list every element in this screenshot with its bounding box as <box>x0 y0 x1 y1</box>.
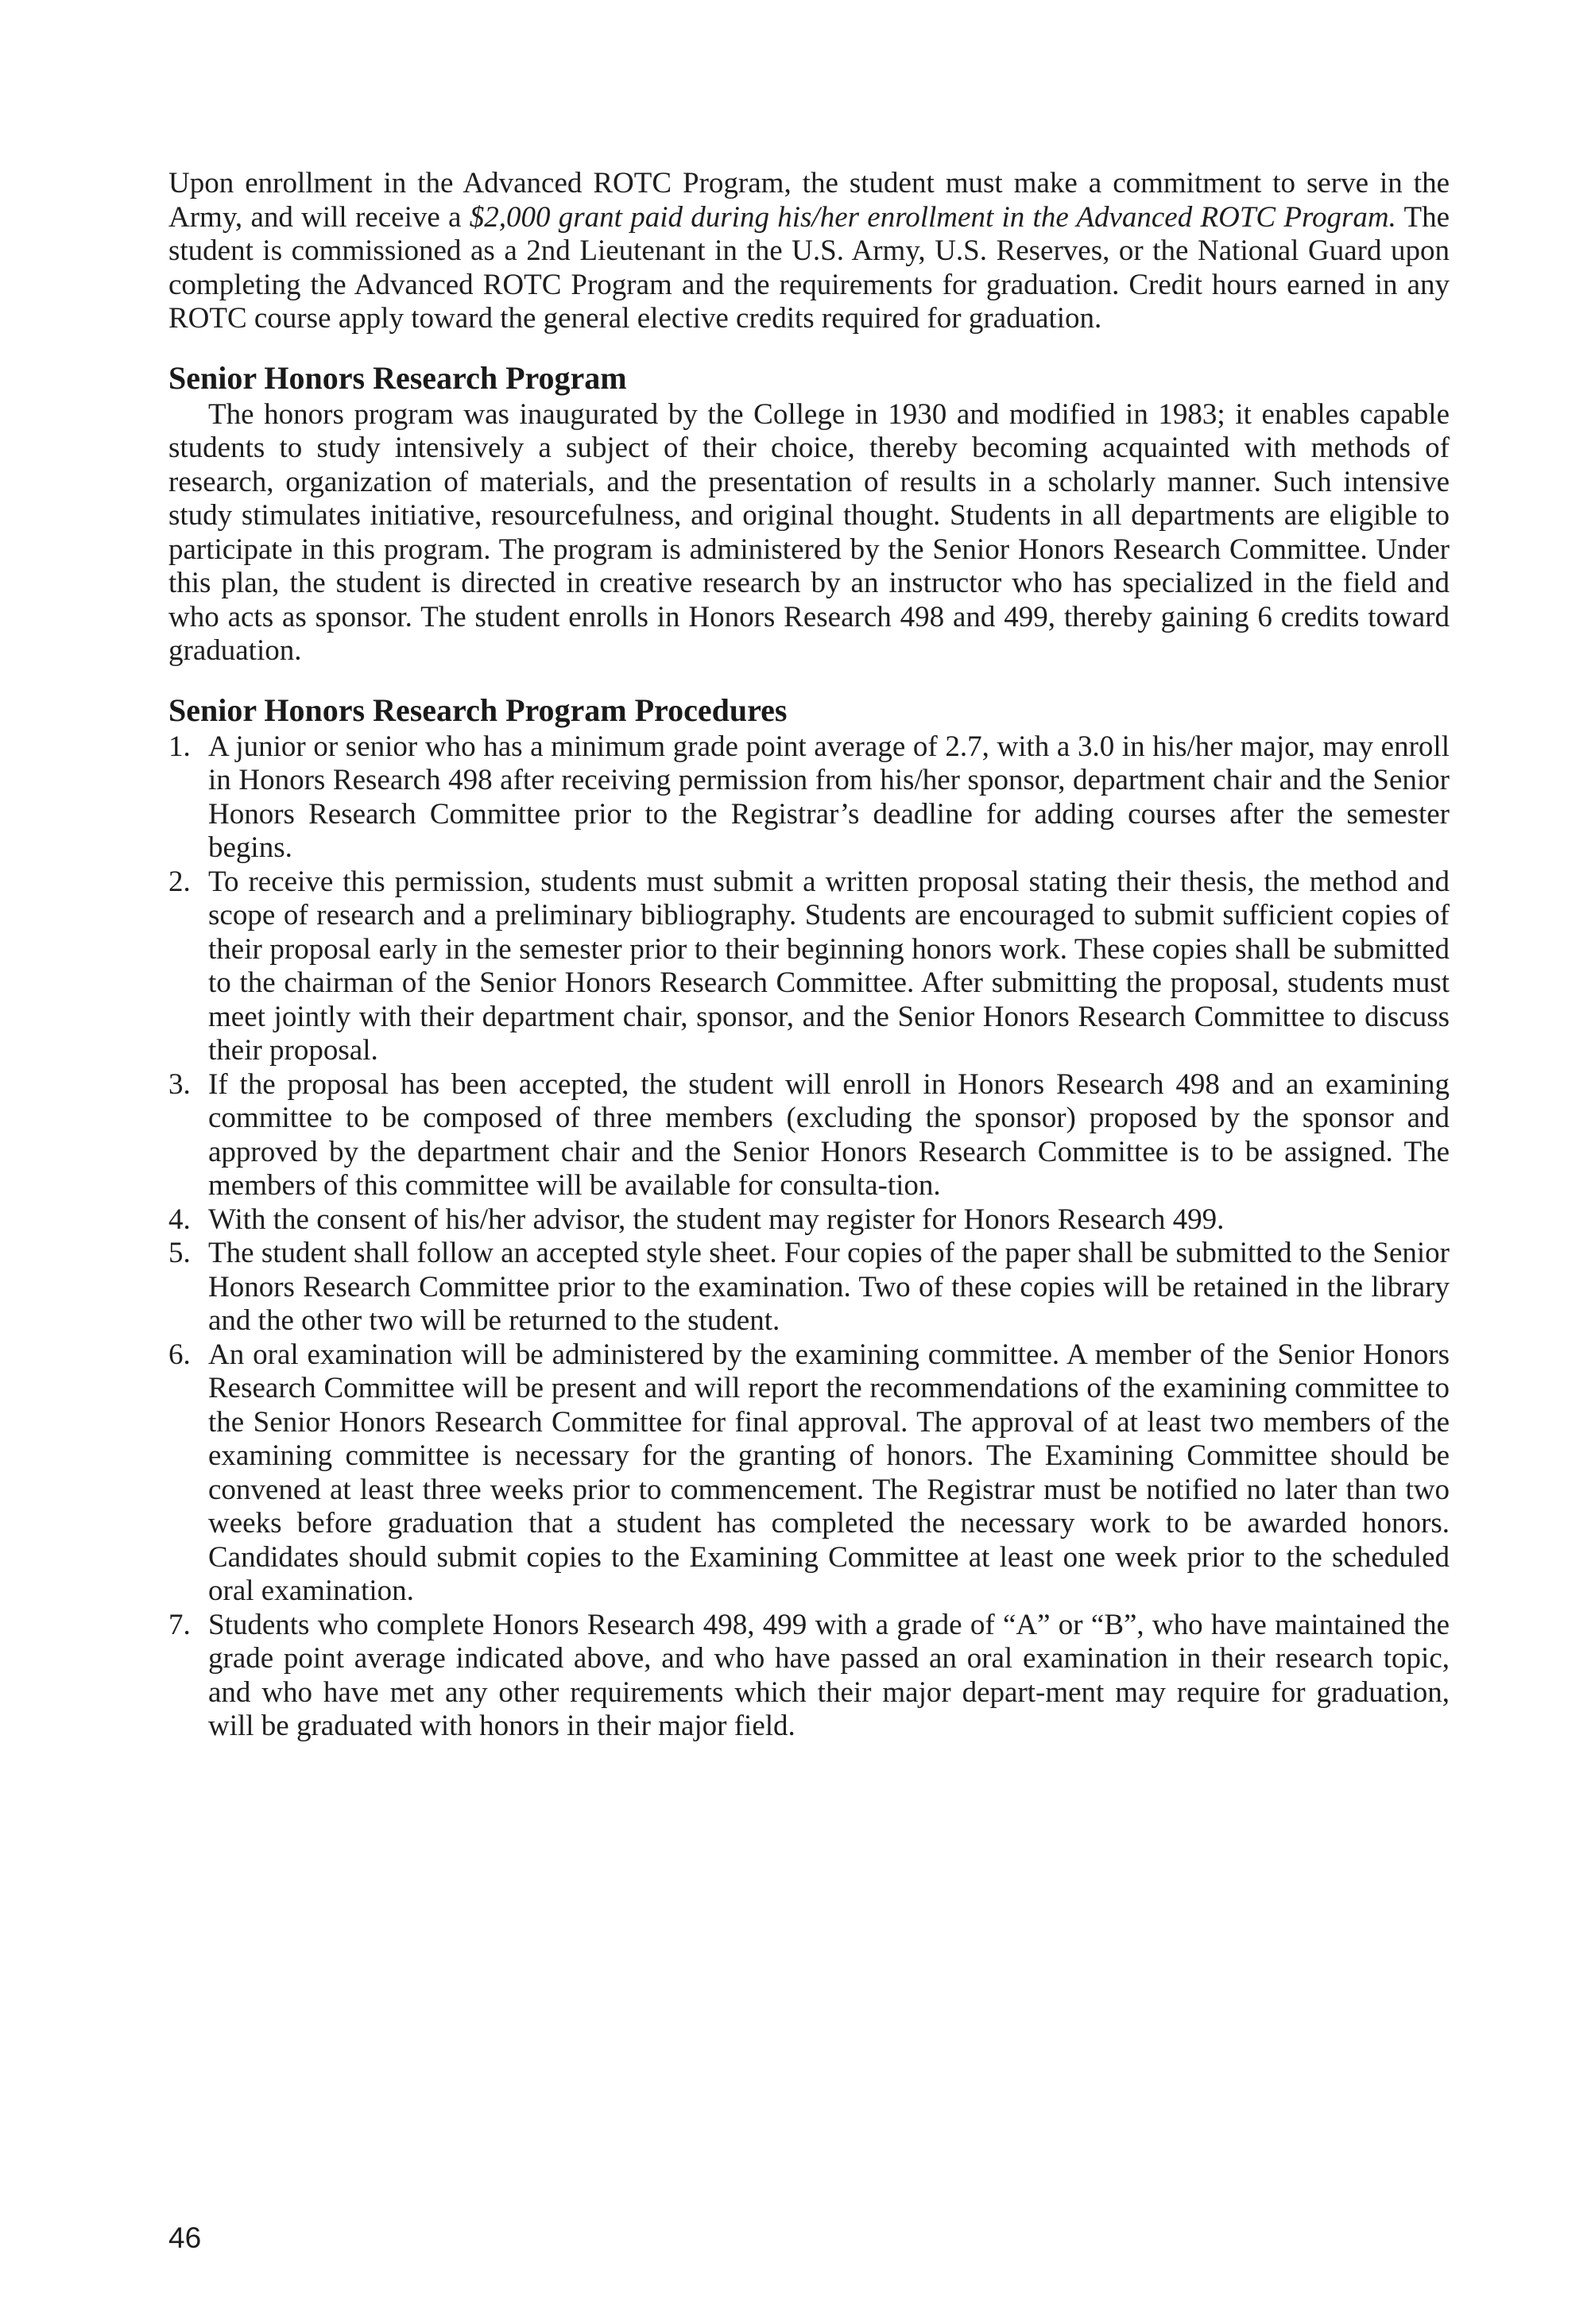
procedure-item <box>168 1203 1450 1238</box>
item-text: An oral examination will be administered by the examining committee. A member of the Senior Honors Research Committee will be present and will report the recommendations of the examining committee to the Senior Honors Research Committee for final approval. The approval of at least two members of the examining committee is necessary for the granting of honors. The Examining Committee should be convened at least three weeks prior to commencement. The Registrar must be notified no later than two weeks before graduation that a student has completed the necessary work to be awarded honors. Candidates should submit copies to the Examining Committee at least one week prior to the scheduled oral examination. <box>208 1338 1450 1607</box>
item-number: 6. <box>168 1338 191 1371</box>
item-number: 1. <box>168 730 191 763</box>
procedure-item <box>168 1068 1450 1203</box>
honors-program-paragraph: The honors program was inaugurated by the College in 1930 and modified in 1983; it enables capable students to study intensively a subject of their choice, thereby becoming acquainted with methods of research, organization of materials, and the presentation of results in a scholarly manner. Such intensive study stimulates initiative, resourcefulness, and original thought. Students in all departments are eligible to participate in this program. The program is administered by the Senior Honors Research Committee. Under this plan, the student is directed in creative research by an instructor who has specialized in the field and who acts as sponsor. The student enrolls in Honors Research 498 and 499, thereby gaining 6 credits toward graduation. <box>168 397 1450 667</box>
procedure-item <box>168 866 1450 1068</box>
item-number: 2. <box>168 865 191 898</box>
procedure-item <box>168 730 1450 866</box>
honors-program-heading: Senior Honors Research Program <box>168 359 627 396</box>
item-text: With the consent of his/her advisor, the student may register for Honors Research 499. <box>208 1203 1225 1236</box>
procedures-list <box>168 730 1450 1744</box>
rotc-grant-italic: $2,000 grant paid during his/her enrollment in the Advanced ROTC Program. <box>469 200 1396 234</box>
item-text: If the proposal has been accepted, the student will enroll in Honors Research 498 and an examining committee to be composed of three members (excluding the sponsor) proposed by the sponsor and approved by the department chair and the Senior Honors Research Committee is to be assigned. The members of this committee will be available for consulta-tion. <box>208 1067 1450 1202</box>
item-text: Students who complete Honors Research 498, 499 with a grade of “A” or “B”, who have maintained the grade point average indicated above, and who have passed an oral examination in their research topic, and who have met any other requirements which their major depart-ment may require for graduation, will be graduated with honors in their major field. <box>208 1608 1450 1742</box>
rotc-paragraph <box>168 167 1450 336</box>
procedure-item <box>168 1338 1450 1609</box>
procedure-item <box>168 1237 1450 1338</box>
procedure-item <box>168 1609 1450 1744</box>
document-page <box>168 167 1450 1744</box>
item-text: A junior or senior who has a minimum grade point average of 2.7, with a 3.0 in his/her major, may enroll in Honors Research 498 after receiving permission from his/her sponsor, department chair and the Senior Honors Research Committee prior to the Registrar’s deadline for adding courses after the semester begins. <box>208 730 1450 864</box>
procedures-heading: Senior Honors Research Program Procedures <box>168 691 788 728</box>
item-text: The student shall follow an accepted style sheet. Four copies of the paper shall be submitted to the Senior Honors Research Committee prior to the examination. Two of these copies will be retained in the library and the other two will be returned to the student. <box>208 1237 1450 1337</box>
page-number: 46 <box>168 2221 202 2254</box>
item-number: 7. <box>168 1608 191 1641</box>
rotc-text-end: The student is commissioned as a 2nd Lieutenant in the U.S. Army, U.S. Reserves, or the National Guard upon completing the Advanced ROTC Program and the requirements for graduation. Credit hours earned in any ROTC course apply toward the general elective credits required for graduation. <box>168 200 1450 335</box>
item-text: To receive this permission, students must submit a written proposal stating their thesis, the method and scope of research and a preliminary bibliography. Students are encouraged to submit sufficient copies of their proposal early in the semester prior to their beginning honors work. These copies shall be submitted to the chairman of the Senior Honors Research Committee. After submitting the proposal, students must meet jointly with their department chair, sponsor, and the Senior Honors Research Committee to discuss their proposal. <box>208 865 1450 1067</box>
rotc-text-start: Upon enrollment in the Advanced ROTC Program, the student must make a commitment to serve in the Army, and will receive a <box>168 167 1450 234</box>
item-number: 3. <box>168 1067 191 1101</box>
item-number: 4. <box>168 1203 191 1236</box>
item-number: 5. <box>168 1237 191 1269</box>
